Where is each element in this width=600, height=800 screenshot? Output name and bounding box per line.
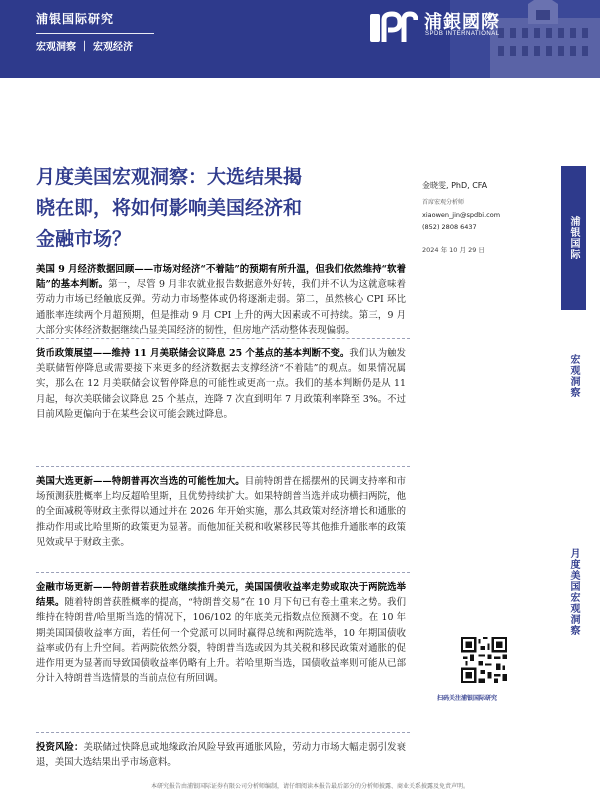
spdb-logo-icon xyxy=(368,10,418,46)
section-election-update xyxy=(36,474,406,550)
section-divider xyxy=(36,572,410,573)
logo-cn: 浦銀國際 xyxy=(424,12,500,32)
section-divider xyxy=(36,732,410,733)
section-lead: 货币政策展望——维持 11 月美联储会议降息 25 个基点的基本判断不变。 xyxy=(36,348,350,359)
report-header xyxy=(0,0,600,78)
section-body: 目前特朗普在摇摆州的民调支持率和市场预测获胜概率上均反超哈里斯，且优势持续扩大。如果特朗普当选并成功横扫两院，他的全面减税等财政主张得以通过并在 2026 年开始实施，那么其政策对经济增长和通胀的推动作用或比哈里斯的政策更为显著。而他加征关税和收紧移民等其他推升通胀率的政策见效或早于财政主张。 xyxy=(36,476,406,548)
section-economic-review xyxy=(36,262,406,338)
sidebar-label: 月度美国宏观洞察 xyxy=(568,548,579,636)
sidebar-tab-macro xyxy=(561,314,586,438)
section-investment-risk xyxy=(36,740,406,770)
research-title: 浦银国际研究 xyxy=(36,12,115,26)
section-lead: 投资风险： xyxy=(36,742,84,753)
author-info xyxy=(422,180,500,254)
section-body: 第一，尽管 9 月非农就业报告数据意外好转，我们并不认为这就意味着劳动力市场已经触底反弹。劳动力市场整体或仍将逐渐走弱。第二，虽然核心 CPI 环比通胀率连续两个月超预期，但是推动 9 月 CPI 上升的两大因素或不可持续。第三，9 月大部分实体经济数据继续凸显美国经济的韧性，但房地产活动整体表现偏弱。 xyxy=(36,279,406,336)
report-title xyxy=(36,162,396,255)
section-body: 我们认为触发美联储暂停降息或需要接下来更多的经济数据去支撑经济“不着陆”的观点。如果情况属实，那么在 12 月美联储会议暂停降息的可能性或更高一点。我们的基本判断仍是从 11 月起，每次美联储会议降息 25 个基点，连降 7 次直到明年 7 月政策利率降至 3%。不过目前风险更偏向于在某些会议可能会跳过降息。 xyxy=(36,348,406,420)
section-divider xyxy=(36,338,410,339)
title-line: 月度美国宏观洞察：大选结果揭 xyxy=(36,166,303,188)
sidebar-label: 浦银国际 xyxy=(568,216,579,260)
section-lead: 美国大选更新——特朗普再次当选的可能性加大。 xyxy=(36,476,245,487)
section-financial-markets xyxy=(36,580,406,686)
footer-disclaimer: 本研究报告由浦银国际证券有限公司分析师编制，请仔细阅读本报告最后部分的分析师披露、商业关系披露及免责声明。 xyxy=(150,783,469,790)
author-role: 首席宏观分析师 xyxy=(422,199,465,206)
section-body: 美联储过快降息或地缘政治风险导致再通胀风险，劳动力市场大幅走弱引发衰退，美国大选结果出乎市场意料。 xyxy=(36,742,406,769)
author-name: 金晓雯, PhD, CFA xyxy=(422,181,488,190)
sidebar-tab-spdbi xyxy=(561,166,586,310)
report-category: 宏观洞察 ｜ 宏观经济 xyxy=(36,42,133,53)
author-email[interactable]: xiaowen_jin@spdbi.com xyxy=(422,211,501,219)
logo-en: SPDB INTERNATIONAL xyxy=(425,31,500,37)
section-lead: 金融市场更新——特朗普若获胜或继续推升美元，美国国债收益率走势或取决于两院选举结果。 xyxy=(36,582,406,609)
qr-caption: 扫码关注浦银国际研究 xyxy=(437,695,498,702)
sidebar-label: 宏观洞察 xyxy=(568,354,579,398)
author-phone: (852) 2808 6437 xyxy=(422,223,477,231)
qr-code-icon[interactable] xyxy=(461,637,507,683)
title-line: 晓在即，将如何影响美国经济和 xyxy=(36,197,303,219)
section-monetary-policy xyxy=(36,346,406,422)
sidebar-tab-monthly xyxy=(561,444,586,740)
title-line: 金融市场？ xyxy=(36,228,132,250)
section-divider xyxy=(36,466,410,467)
header-divider xyxy=(36,33,154,34)
section-body: 随着特朗普获胜概率的提高，“特朗普交易”在 10 月下旬已有卷土重来之势。我们维持在特朗普/哈里斯当选的情况下，106/102 的年底美元指数点位预测不变。在 10 年期美国国债收益率方面，若任何一个党派可以同时赢得总统和两院选举，10 年期国债收益率或仍有上升空间。若两院依然分裂，特朗普当选或因为其关税和移民政策对通胀的促进作用更为显著而导致国债收益率仍略有上升。若哈里斯当选，国债收益率则可能从已部分计入特朗普当选情景的当前点位有所回调。 xyxy=(36,597,406,685)
section-lead: 美国 9 月经济数据回顾——市场对经济“不着陆”的预期有所升温，但我们依然维持“软着陆”的基本判断。 xyxy=(36,264,406,291)
report-date: 2024 年 10 月 29 日 xyxy=(422,246,485,254)
